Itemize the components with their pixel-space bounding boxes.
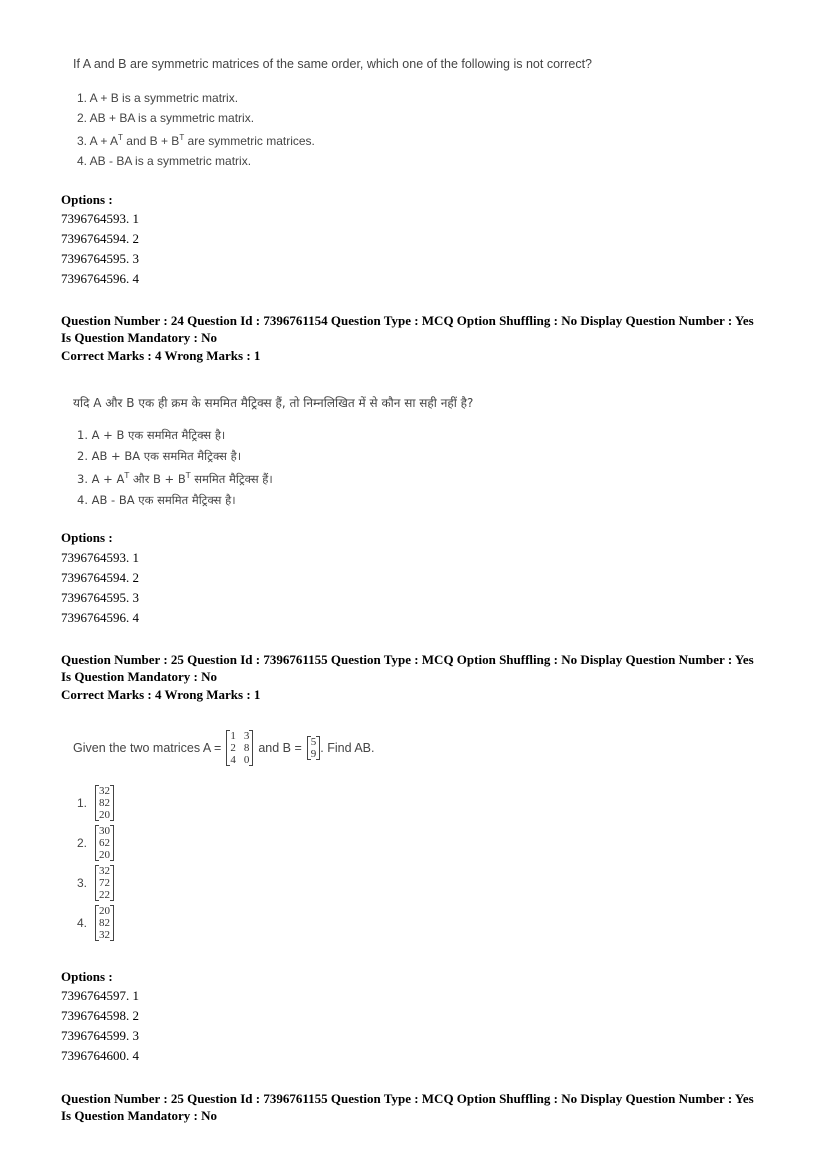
q23-option-1: 7396764593. 1	[61, 211, 139, 226]
matrix-cell: 72	[99, 877, 110, 889]
matrix-cell: 4	[230, 754, 236, 766]
q25-answer-list	[77, 783, 114, 943]
matrix-cell: 30	[99, 825, 110, 837]
q25-meta-line1: Question Number : 25 Question Id : 7396761155 Question Type : MCQ Option Shuffling : No Display Question Number : Yes	[61, 652, 754, 667]
q24-choice-list	[77, 425, 273, 510]
q25-matrix-b	[307, 736, 321, 760]
choice-matrix	[95, 825, 114, 861]
q25-option-2: 7396764598. 2	[61, 1008, 139, 1023]
q24-meta-line2: Is Question Mandatory : No	[61, 329, 218, 345]
choice-number: 1.	[77, 796, 88, 810]
q23-choice-1	[77, 88, 315, 108]
q23-choice-4	[77, 151, 315, 171]
q24-choice-3	[77, 466, 273, 490]
matrix-row	[99, 849, 110, 861]
choice-matrix	[95, 785, 114, 821]
matrix-cell: 22	[99, 889, 110, 901]
choice-text: and B + B	[122, 134, 180, 148]
q25-meta-line3: Correct Marks : 4 Wrong Marks : 1	[61, 687, 261, 702]
q25-meta-line2: Is Question Mandatory : No	[61, 668, 218, 684]
matrix-row	[99, 877, 110, 889]
choice-number: 3.	[77, 876, 88, 890]
q23-choice-3	[77, 128, 315, 151]
matrix-row	[99, 825, 110, 837]
q23-option-4: 7396764596. 4	[61, 271, 139, 286]
matrix-cell: 3	[243, 730, 250, 742]
q25-choice-4	[77, 903, 114, 943]
matrix-cell: 0	[243, 754, 250, 766]
choice-text: 4. AB - BA is a symmetric matrix.	[77, 154, 252, 168]
matrix-row	[230, 742, 249, 754]
q25-question	[73, 730, 375, 766]
matrix-row	[99, 809, 110, 821]
matrix-row	[99, 889, 110, 901]
choice-text: 2. AB + BA एक सममित मैट्रिक्स है।	[77, 448, 242, 463]
matrix-cell: 20	[99, 809, 110, 821]
choice-text: और B + B	[129, 472, 186, 486]
matrix-row	[99, 917, 110, 929]
matrix-cell: 62	[99, 837, 110, 849]
choice-text: 1. A + B एक सममित मैट्रिक्स है।	[77, 428, 226, 442]
q24-options-label: Options :	[61, 530, 113, 545]
choice-text: 3. A + A	[77, 134, 119, 148]
q24-question-text: यदि A और B एक ही क्रम के सममित मैट्रिक्स हैं, तो निम्नलिखित में से कौन सा सही नहीं है?	[73, 396, 474, 410]
q23-options-list	[61, 209, 139, 289]
matrix-cell: 9	[310, 748, 317, 760]
matrix-cell: 2	[230, 742, 236, 754]
q24-choice-1	[77, 425, 273, 446]
choice-text: 2. AB + BA is a symmetric matrix.	[77, 111, 255, 125]
q25-option-1: 7396764597. 1	[61, 988, 139, 1003]
q25-matrix-a	[226, 730, 253, 766]
matrix-cell: 1	[230, 730, 236, 742]
matrix-row	[311, 748, 317, 760]
q24-option-1: 7396764593. 1	[61, 550, 139, 565]
choice-matrix	[95, 865, 114, 901]
q25-question-mid: and B =	[258, 741, 302, 755]
matrix-cell: 32	[99, 929, 110, 941]
q25-option-3: 7396764599. 3	[61, 1028, 139, 1043]
matrix-row	[230, 754, 249, 766]
q25-question-pre: Given the two matrices A =	[73, 741, 222, 755]
q24-option-4: 7396764596. 4	[61, 610, 139, 625]
matrix-cell: 20	[99, 849, 110, 861]
q25-options-label: Options :	[61, 969, 113, 984]
q23-options-label: Options :	[61, 192, 113, 207]
matrix-cell: 32	[99, 785, 110, 797]
matrix-row	[311, 736, 317, 748]
q25-options-list	[61, 986, 139, 1066]
q24-options-list	[61, 548, 139, 628]
q25-choice-2	[77, 823, 114, 863]
q24-choice-2	[77, 446, 273, 467]
matrix-cell: 8	[243, 742, 250, 754]
matrix-cell: 5	[310, 736, 317, 748]
matrix-row	[99, 865, 110, 877]
q24-meta-line1: Question Number : 24 Question Id : 7396761154 Question Type : MCQ Option Shuffling : No Display Question Number : Yes	[61, 313, 754, 328]
matrix-cell: 32	[99, 865, 110, 877]
superscript: T	[185, 471, 191, 480]
q23-choice-2	[77, 108, 315, 128]
q23-option-3: 7396764595. 3	[61, 251, 139, 266]
q23-question-text: If A and B are symmetric matrices of the same order, which one of the following is not correct?	[73, 57, 592, 71]
q23-option-2: 7396764594. 2	[61, 231, 139, 246]
q24-choice-4	[77, 490, 273, 511]
q25-hi-meta-line2: Is Question Mandatory : No	[61, 1107, 218, 1123]
q25-question-post: . Find AB.	[320, 741, 375, 755]
choice-text: are symmetric matrices.	[184, 134, 315, 148]
matrix-row	[99, 837, 110, 849]
matrix-row	[99, 797, 110, 809]
choice-text: 4. AB - BA एक सममित मैट्रिक्स है।	[77, 492, 236, 507]
q25-hi-meta	[61, 1091, 754, 1124]
q25-hi-meta-line1: Question Number : 25 Question Id : 7396761155 Question Type : MCQ Option Shuffling : No Display Question Number : Yes	[61, 1091, 754, 1106]
matrix-cell: 82	[99, 797, 110, 809]
choice-text: 1. A + B is a symmetric matrix.	[77, 91, 239, 105]
matrix-cell: 82	[99, 917, 110, 929]
superscript: T	[118, 133, 123, 142]
q25-choice-1	[77, 783, 114, 823]
q24-option-3: 7396764595. 3	[61, 590, 139, 605]
matrix-row	[99, 785, 110, 797]
q25-option-4: 7396764600. 4	[61, 1048, 139, 1063]
choice-text: 3. A + A	[77, 472, 125, 486]
superscript: T	[124, 471, 130, 480]
matrix-cell: 20	[99, 905, 110, 917]
q24-option-2: 7396764594. 2	[61, 570, 139, 585]
q24-meta-line3: Correct Marks : 4 Wrong Marks : 1	[61, 348, 261, 363]
matrix-row	[99, 929, 110, 941]
choice-text: सममित मैट्रिक्स हैं।	[190, 472, 273, 486]
q23-choice-list	[77, 88, 315, 171]
choice-number: 4.	[77, 916, 88, 930]
q25-meta	[61, 652, 754, 704]
superscript: T	[179, 133, 185, 142]
q25-choice-3	[77, 863, 114, 903]
matrix-row	[230, 730, 249, 742]
choice-matrix	[95, 905, 114, 941]
q24-meta	[61, 313, 754, 365]
matrix-row	[99, 905, 110, 917]
choice-number: 2.	[77, 836, 88, 850]
